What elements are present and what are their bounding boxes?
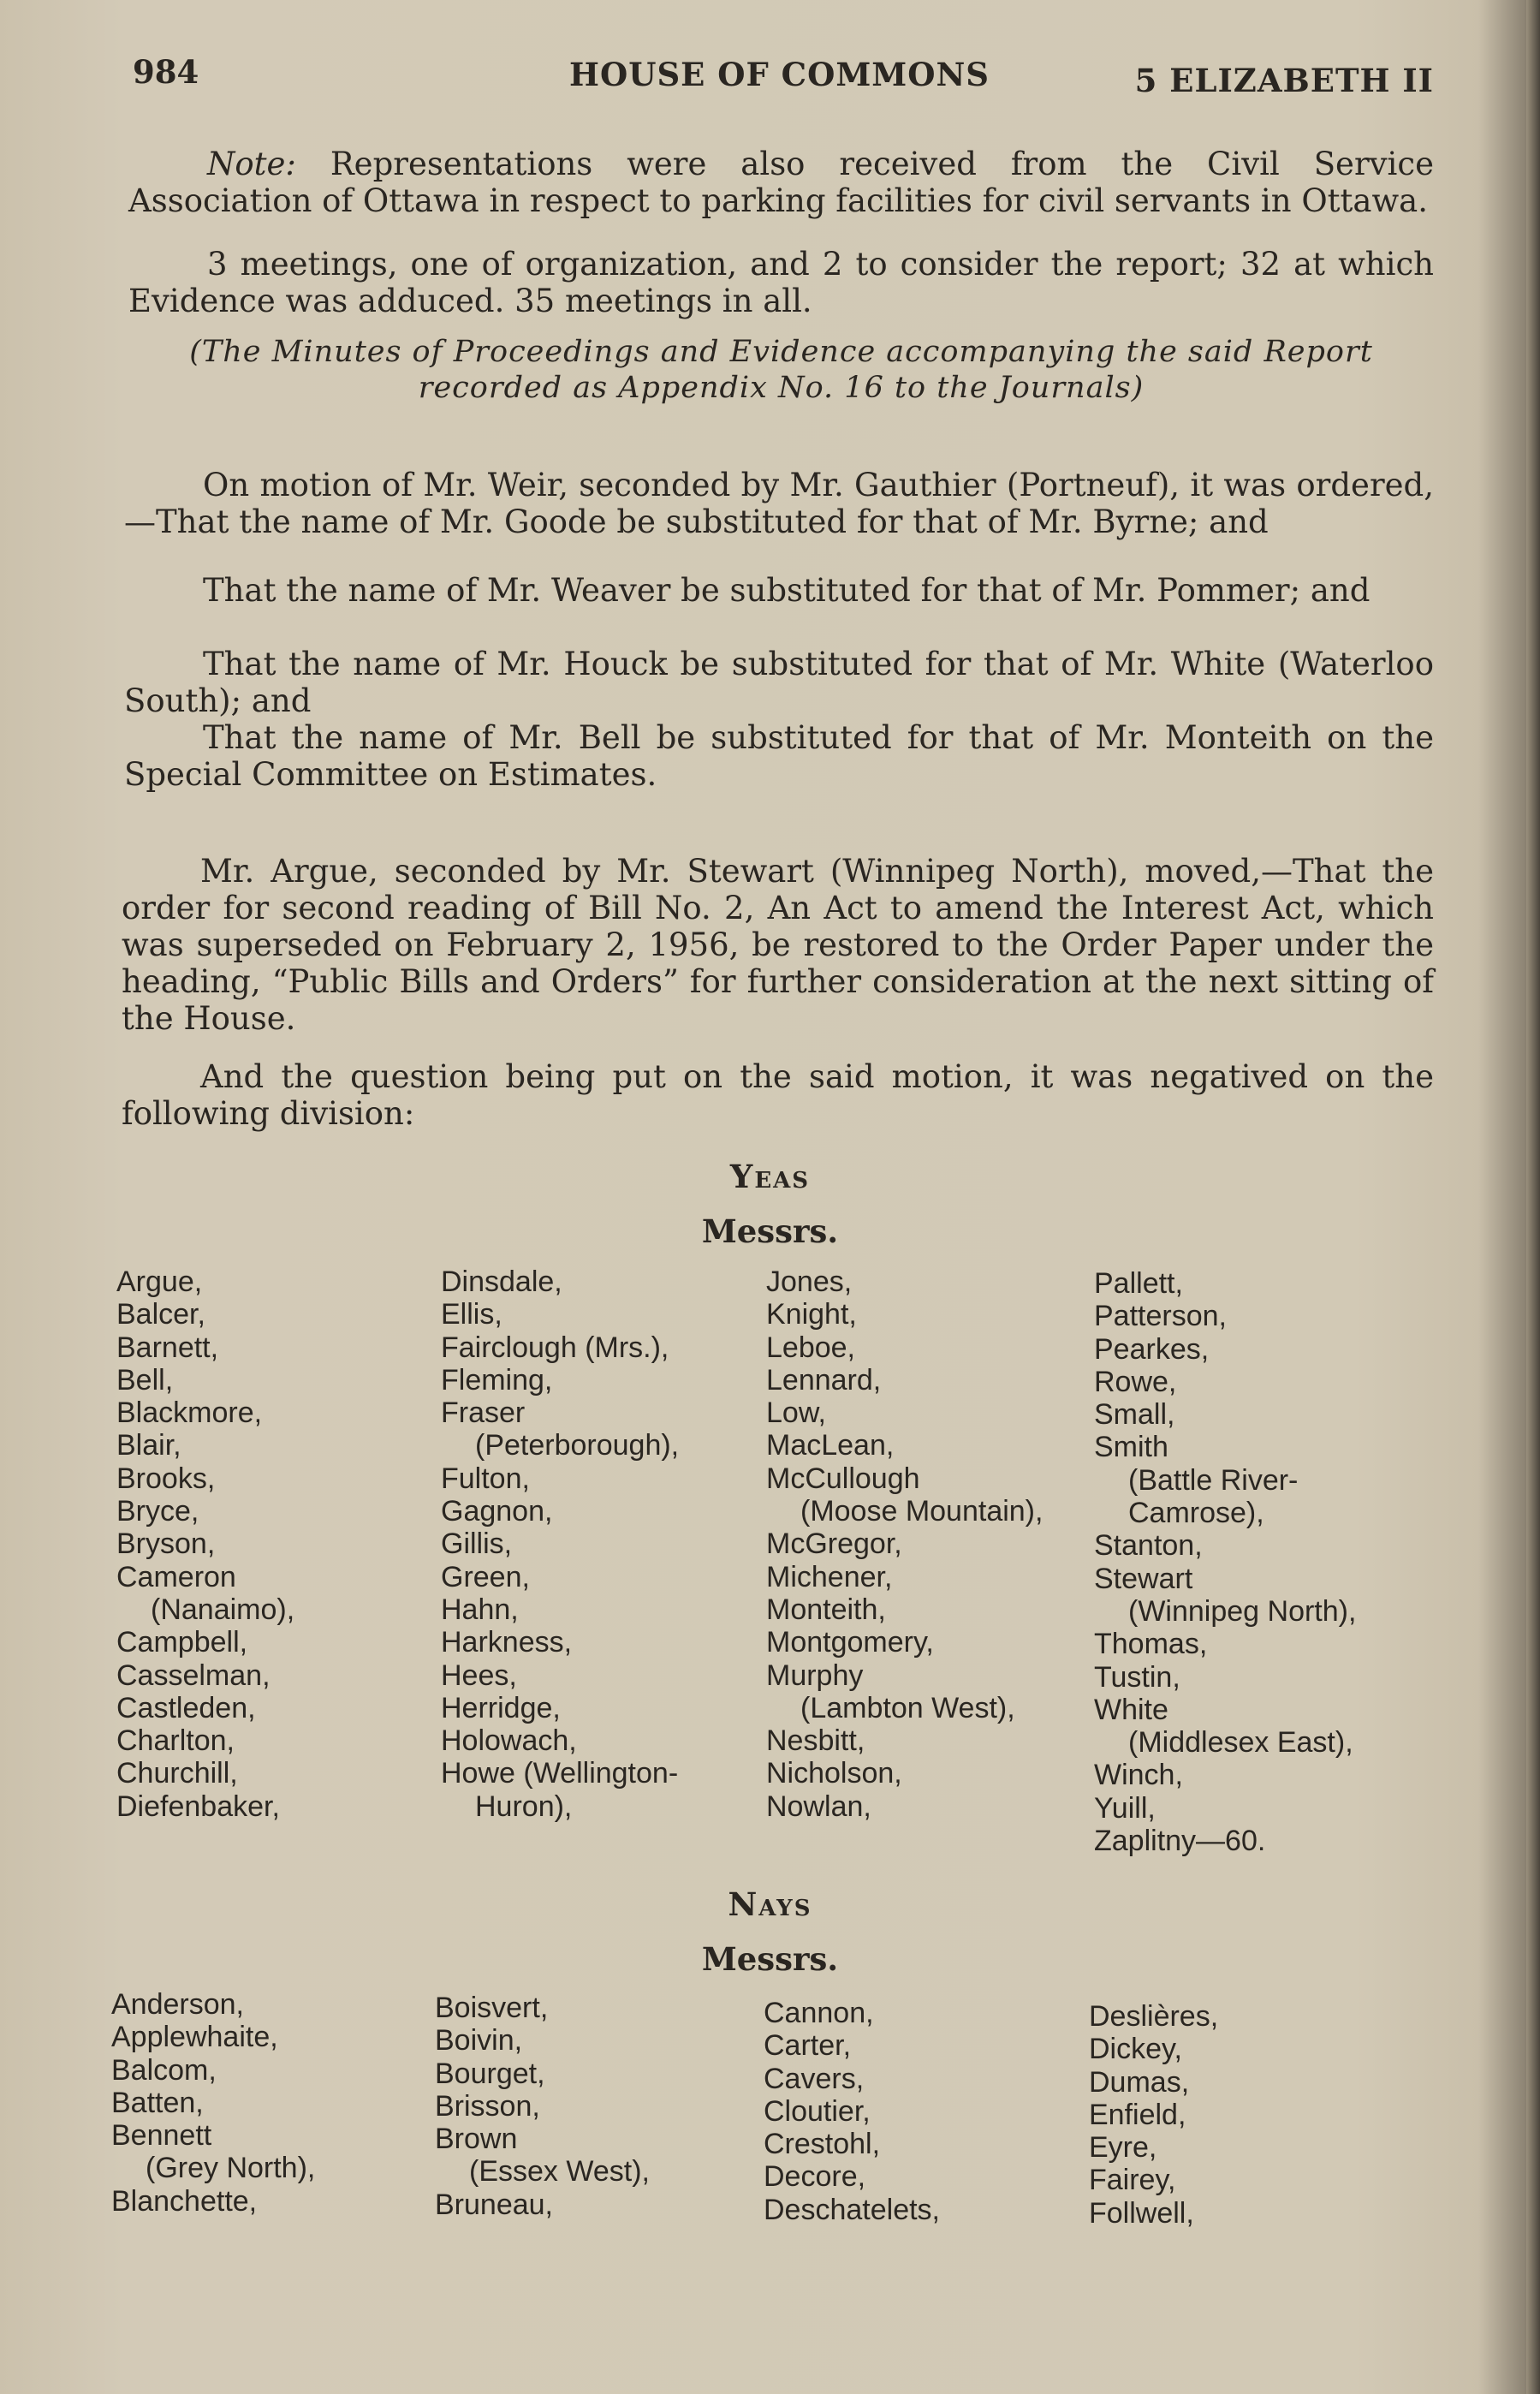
list-item: (Essex West),	[469, 2155, 650, 2189]
list-item: Smith	[1094, 1431, 1168, 1464]
list-item: Stewart	[1094, 1562, 1193, 1595]
list-item: Blair,	[116, 1429, 181, 1462]
list-item: Ellis,	[441, 1298, 502, 1331]
list-item: Diefenbaker,	[116, 1790, 280, 1823]
list-item: Bourget,	[435, 2057, 545, 2090]
list-item: Enfield,	[1089, 2098, 1186, 2131]
list-item: (Lambton West),	[800, 1691, 1015, 1724]
list-item: Charlton,	[116, 1724, 235, 1758]
list-item: Brooks,	[116, 1462, 216, 1495]
list-item: Winch,	[1094, 1759, 1183, 1792]
list-item: Lennard,	[766, 1363, 882, 1396]
list-item: Campbell,	[116, 1626, 248, 1659]
list-item: MacLean,	[766, 1429, 895, 1462]
list-item: Nowlan,	[766, 1790, 871, 1823]
list-item: Thomas,	[1094, 1628, 1208, 1661]
list-item: Carter,	[764, 2029, 852, 2063]
note-paragraph	[128, 146, 1434, 219]
list-item: Patterson,	[1094, 1300, 1227, 1333]
motion-weir-p2: That the name of Mr. Weaver be substituted for that of Mr. Pommer; and	[203, 572, 1371, 609]
list-item: Brown	[435, 2123, 518, 2156]
list-item: Applewhaite,	[111, 2021, 278, 2054]
list-item: Cannon,	[764, 1997, 874, 2029]
list-item: Deschatelets,	[764, 2193, 940, 2226]
list-item: Casselman,	[116, 1659, 271, 1692]
list-item: Balcom,	[111, 2053, 217, 2087]
list-item: Blackmore,	[116, 1396, 263, 1430]
list-item: Montgomery,	[766, 1626, 934, 1659]
minutes-caption-line1: (The Minutes of Proceedings and Evidence accompanying the said Report	[189, 335, 1373, 369]
list-item: Green,	[441, 1560, 530, 1593]
list-item: McCullough	[766, 1462, 920, 1495]
list-item: Pallett,	[1094, 1267, 1183, 1300]
list-item: (Winnipeg North),	[1128, 1594, 1357, 1628]
yeas-column-2	[441, 1265, 679, 1823]
yeas-column-4	[1094, 1267, 1356, 1857]
list-item: Boivin,	[435, 2024, 523, 2058]
list-item: Fairclough (Mrs.),	[441, 1331, 669, 1364]
list-item: Fleming,	[441, 1363, 553, 1396]
nays-column-4	[1089, 2000, 1218, 2230]
list-item: Balcer,	[116, 1298, 205, 1331]
page-number: 984	[133, 53, 199, 91]
list-item: Harkness,	[441, 1626, 573, 1659]
list-item: Hees,	[441, 1659, 517, 1692]
list-item: Pearkes,	[1094, 1332, 1210, 1366]
motion-argue-paragraph: Mr. Argue, seconded by Mr. Stewart (Winnipeg North), moved,—That the order for second reading of Bill No. 2, An Act to amend the Interest Act, which was superseded on February 2, 1956, be restored to the Order Paper under the heading, “Public Bills and Orders” for further consideration at the next sitting of the House.	[122, 853, 1434, 1037]
list-item: Bell,	[116, 1363, 174, 1396]
list-item: Holowach,	[441, 1724, 577, 1758]
list-item: Fraser	[441, 1396, 526, 1430]
list-item: Blanchette,	[111, 2184, 258, 2218]
list-item: Yuill,	[1094, 1791, 1156, 1825]
list-item: Churchill,	[116, 1757, 238, 1790]
list-item: Cameron	[116, 1560, 236, 1593]
yeas-column-1	[116, 1265, 294, 1823]
list-item: Anderson,	[111, 1988, 244, 2021]
list-item: Monteith,	[766, 1593, 886, 1626]
list-item: Fulton,	[441, 1462, 530, 1495]
list-item: (Moose Mountain),	[800, 1495, 1044, 1528]
list-item: Gagnon,	[441, 1495, 553, 1528]
nays-heading: Nays	[728, 1885, 812, 1923]
list-item: Zaplitny—60.	[1094, 1825, 1266, 1858]
list-item: Howe (Wellington-	[441, 1757, 679, 1790]
list-item: Crestohl,	[764, 2128, 881, 2161]
list-item: McGregor,	[766, 1528, 902, 1561]
list-item: Tustin,	[1094, 1660, 1180, 1694]
yeas-heading: Yeas	[729, 1158, 811, 1195]
list-item: Batten,	[111, 2086, 204, 2119]
nays-column-1	[111, 1988, 315, 2218]
yeas-column-3	[766, 1265, 1043, 1823]
minutes-caption	[128, 334, 1434, 406]
list-item: Brisson,	[435, 2089, 540, 2123]
question-paragraph: And the question being put on the said motion, it was negatived on the following division:	[122, 1058, 1434, 1132]
running-header	[133, 53, 1434, 104]
list-item: (Grey North),	[146, 2152, 316, 2185]
motion-weir-p4: That the name of Mr. Bell be substituted for that of Mr. Monteith on the Special Committee on Estimates.	[124, 719, 1434, 793]
note-text: Representations were also received from the Civil Service Association of Ottawa in respect to parking facilities for civil servants in Ottawa.	[128, 146, 1434, 219]
list-item: Dumas,	[1089, 2065, 1190, 2099]
list-item: Rowe,	[1094, 1365, 1177, 1398]
list-item: Follwell,	[1089, 2196, 1194, 2230]
list-item: Cavers,	[764, 2062, 865, 2095]
list-item: Bennett	[111, 2119, 212, 2153]
list-item: (Peterborough),	[475, 1429, 680, 1462]
list-item: Eyre,	[1089, 2131, 1157, 2165]
minutes-caption-line2: recorded as Appendix No. 16 to the Journals)	[418, 371, 1145, 405]
list-item: Deslières,	[1089, 2000, 1219, 2033]
yeas-subheading: Messrs.	[701, 1212, 839, 1250]
list-item: Gillis,	[441, 1528, 513, 1561]
list-item: Nesbitt,	[766, 1724, 865, 1758]
list-item: Nicholson,	[766, 1757, 902, 1790]
list-item: Michener,	[766, 1560, 893, 1593]
list-item: Camrose),	[1128, 1497, 1264, 1530]
nays-subheading: Messrs.	[701, 1940, 839, 1978]
list-item: Low,	[766, 1396, 826, 1430]
list-item: Herridge,	[441, 1691, 561, 1724]
list-item: Murphy	[766, 1659, 864, 1692]
list-item: Cloutier,	[764, 2094, 871, 2128]
note-label: Note:	[207, 146, 296, 182]
list-item: Dickey,	[1089, 2033, 1182, 2066]
header-session: 5 ELIZABETH II	[1134, 62, 1434, 99]
list-item: Small,	[1094, 1398, 1175, 1432]
nays-column-2	[435, 1992, 650, 2221]
list-item: Bryson,	[116, 1528, 216, 1561]
list-item: Jones,	[766, 1265, 853, 1298]
list-item: White	[1094, 1693, 1168, 1726]
list-item: Dinsdale,	[441, 1265, 562, 1298]
list-item: Fairey,	[1089, 2164, 1176, 2197]
list-item: Decore,	[764, 2160, 866, 2194]
list-item: (Middlesex East),	[1128, 1726, 1353, 1760]
list-item: (Battle River-	[1128, 1463, 1299, 1497]
list-item: Castleden,	[116, 1691, 256, 1724]
list-item: Bryce,	[116, 1495, 199, 1528]
list-item: Stanton,	[1094, 1529, 1203, 1563]
list-item: Hahn,	[441, 1593, 519, 1626]
motion-weir-p1: On motion of Mr. Weir, seconded by Mr. Gauthier (Portneuf), it was ordered,—That the name of Mr. Goode be substituted for that of Mr. Byrne; and	[124, 467, 1434, 540]
page-edge-shadow	[1526, 0, 1540, 2394]
meetings-paragraph: 3 meetings, one of organization, and 2 to consider the report; 32 at which Evidence was adduced. 35 meetings in all.	[128, 246, 1434, 319]
list-item: Huron),	[475, 1790, 573, 1823]
nays-column-3	[764, 1997, 940, 2226]
list-item: Boisvert,	[435, 1992, 549, 2024]
list-item: Barnett,	[116, 1331, 219, 1364]
header-title: HOUSE OF COMMONS	[569, 56, 990, 93]
list-item: Leboe,	[766, 1331, 855, 1364]
list-item: Knight,	[766, 1298, 857, 1331]
list-item: Argue,	[116, 1265, 203, 1298]
list-item: Bruneau,	[435, 2188, 553, 2221]
motion-weir-p3: That the name of Mr. Houck be substituted for that of Mr. White (Waterloo South); and	[124, 646, 1434, 719]
list-item: (Nanaimo),	[151, 1593, 295, 1626]
